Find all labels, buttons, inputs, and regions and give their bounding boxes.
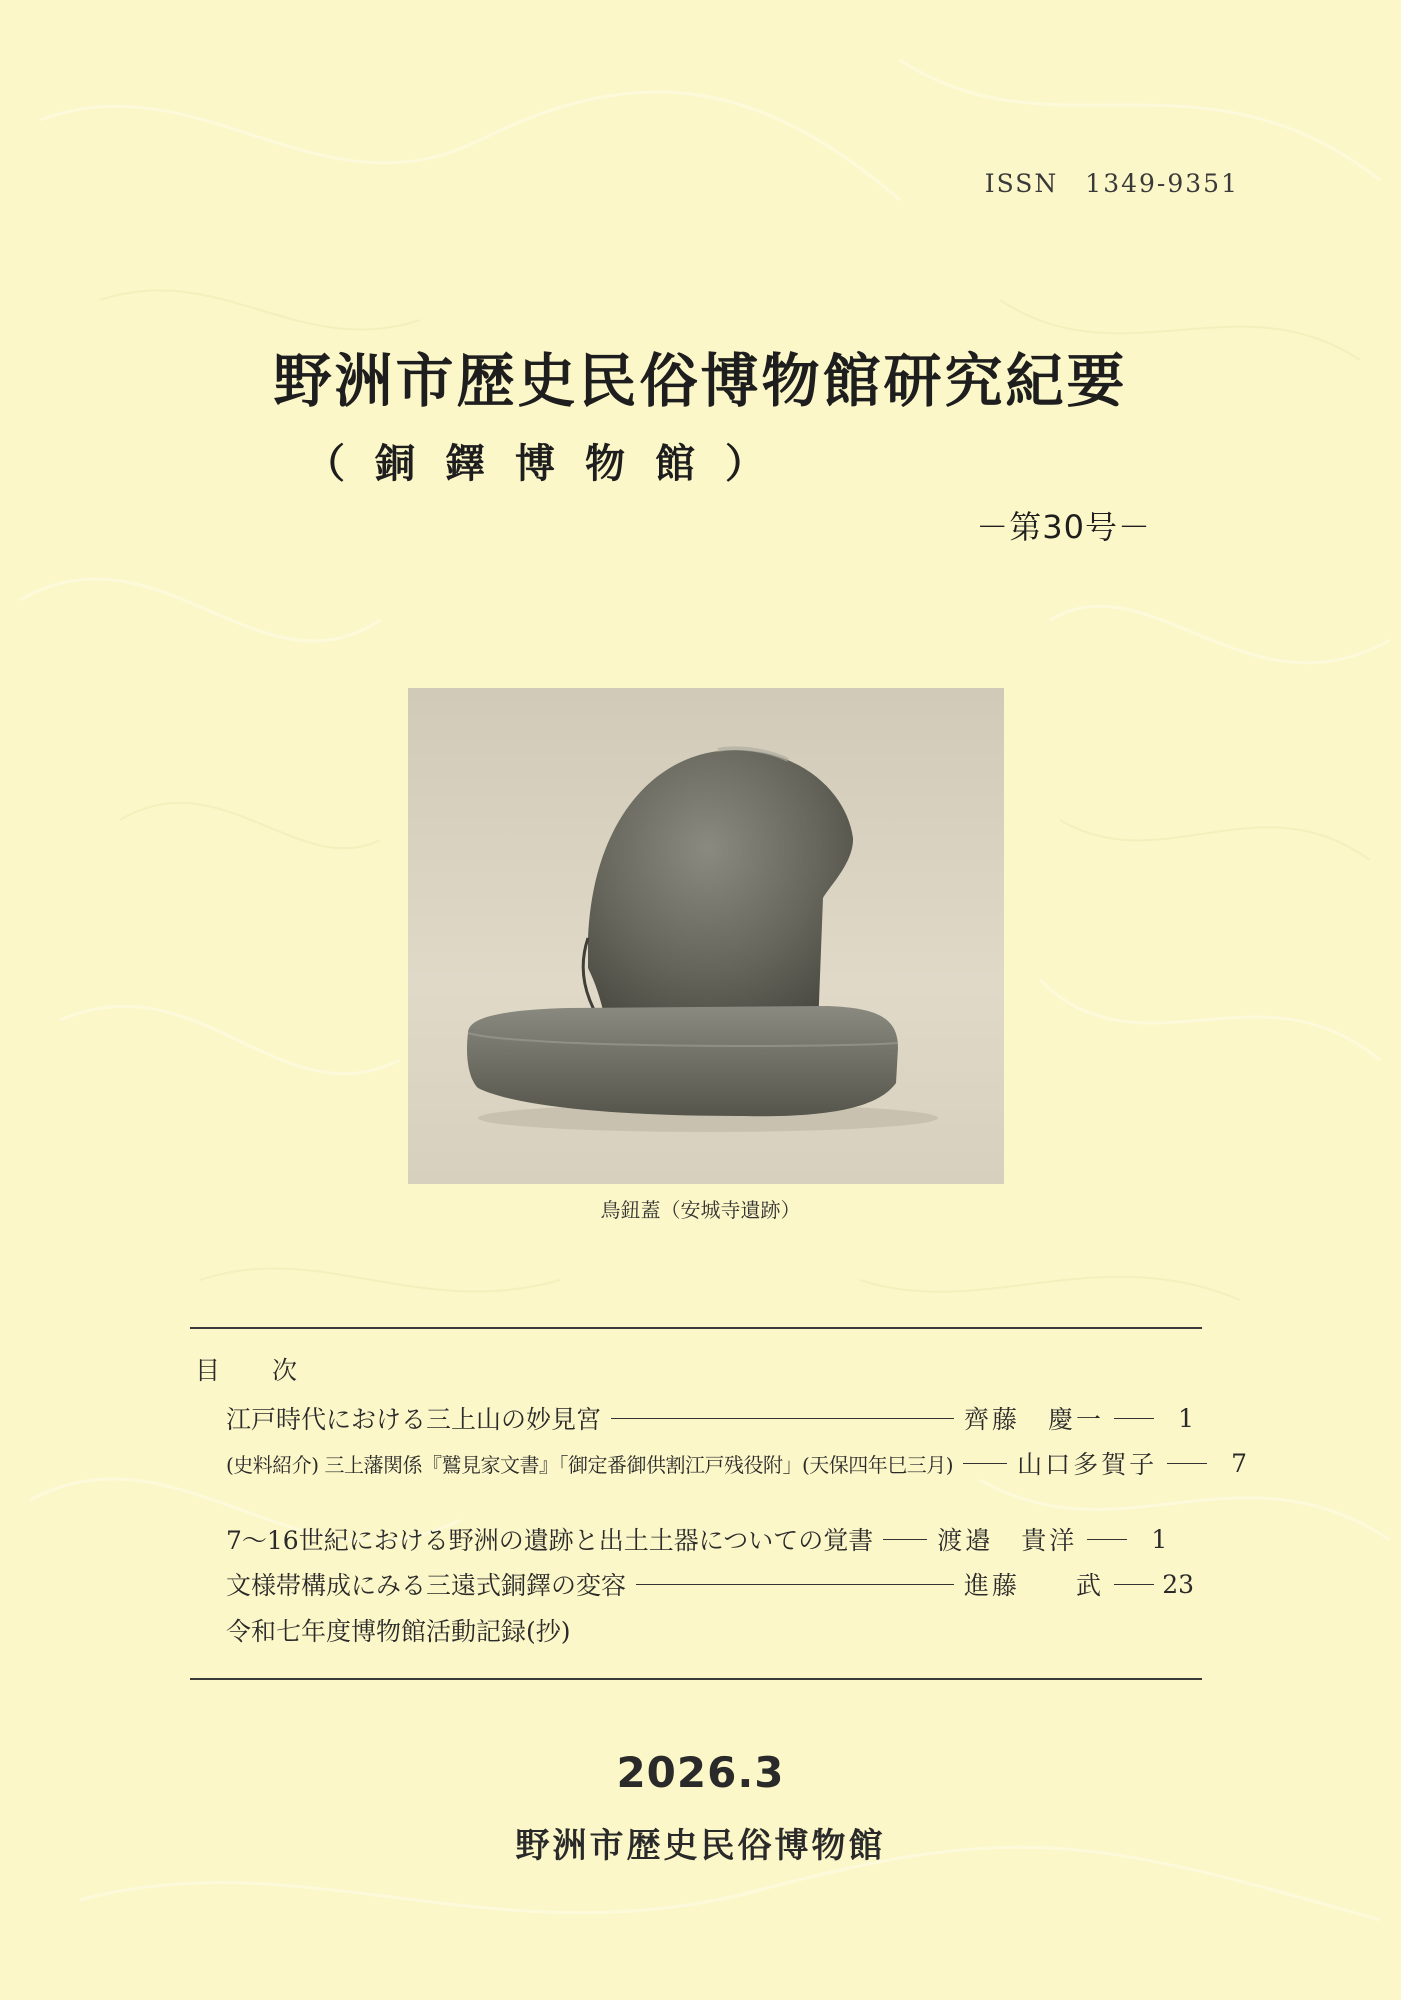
toc-heading (195, 1351, 297, 1387)
toc-entry[interactable] (226, 1400, 1194, 1436)
toc-entry-page: 1 (1178, 1403, 1194, 1433)
toc-entry-title: 江戸時代における三上山の妙見宮 (226, 1405, 602, 1434)
cover-photo (408, 688, 1004, 1184)
toc-top-rule (190, 1327, 1202, 1329)
toc-entry-author: 齊藤 慶一 (964, 1405, 1105, 1434)
toc-entry-title: 文様帯構成にみる三遠式銅鐸の変容 (226, 1571, 627, 1600)
issue-number: －第30号－ (976, 508, 1151, 546)
toc-entry-page: 1 (1151, 1524, 1168, 1554)
toc-entry-author: 山口多賀子 (1017, 1450, 1158, 1479)
toc-entry[interactable] (226, 1445, 1248, 1481)
toc-entry-author: 進藤 武 (964, 1571, 1105, 1600)
toc-entry-page: 7 (1231, 1448, 1248, 1478)
toc-entry-title: 令和七年度博物館活動記録(抄) (226, 1617, 571, 1646)
toc-bottom-rule (190, 1678, 1202, 1680)
toc-heading-char: 次 (272, 1356, 298, 1385)
journal-title: 野洲市歴史民俗博物館研究紀要 (273, 347, 1128, 415)
toc-entry-author: 渡邉 貴洋 (937, 1526, 1078, 1555)
publisher-name: 野洲市歴史民俗博物館 (515, 1826, 886, 1866)
artifact-image (408, 688, 1004, 1184)
journal-subtitle: （銅鐸博物館） (305, 441, 795, 487)
toc-heading-char: 目 (195, 1356, 221, 1385)
toc-entry-title: 7～16世紀における野洲の遺跡と出土土器についての覚書 (226, 1526, 874, 1555)
photo-caption: 鳥鈕蓋（安城寺遺跡） (600, 1198, 801, 1222)
publication-date: 2026.3 (616, 1748, 785, 1797)
toc-entry-title: (史料紹介) 三上藩関係『鷲見家文書』「御定番御供割江戸残役附」(天保四年巳三月) (226, 1452, 954, 1477)
toc-entry[interactable] (226, 1566, 1194, 1602)
toc-entry[interactable] (226, 1612, 1194, 1648)
toc-entry[interactable] (226, 1521, 1194, 1557)
issn-number: ISSN 1349-9351 (984, 169, 1239, 198)
toc-entry-page: 23 (1162, 1569, 1194, 1599)
